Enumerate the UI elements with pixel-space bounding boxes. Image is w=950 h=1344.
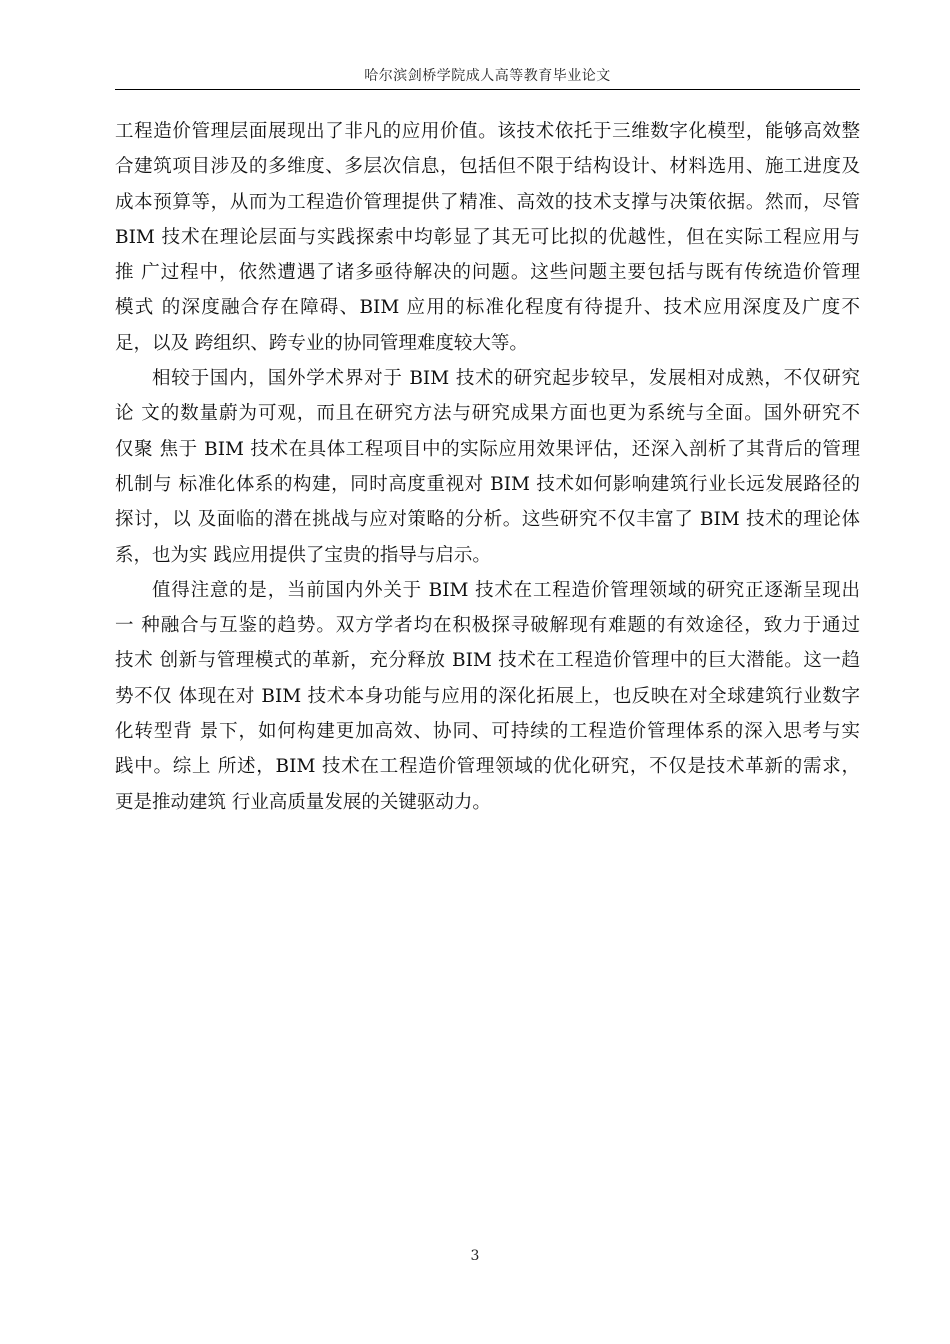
paragraph-1-line: 工程造价管理层面展现出了非凡的应用价值。该技术依托于三维数字化模型，能够高效整 [115, 121, 860, 142]
running-header: 哈尔滨剑桥学院成人高等教育毕业论文 [364, 68, 611, 84]
page-number: 3 [470, 1248, 480, 1264]
paragraph-1-line: 合建筑项目涉及的多维度、多层次信息，包括但不限于结构设计、材料选用、施工进度及 [115, 156, 860, 178]
paragraph-3-line: 化转型背 景下，如何构建更加高效、协同、可持续的工程造价管理体系的深入思考与实 [115, 721, 860, 743]
paragraph-1-line: BIM 技术在理论层面与实践探索中均彰显了其无可比拟的优越性，但在实际工程应用与 [115, 226, 860, 248]
paragraph-1-line: 足，以及 跨组织、跨专业的协同管理难度较大等。 [115, 332, 528, 354]
paragraph-1-line: 模式 的深度融合存在障碍、BIM 应用的标准化程度有待提升、技术应用深度及广度不 [115, 297, 860, 319]
body-text [115, 119, 860, 825]
paragraph-3-line: 势不仅 体现在对 BIM 技术本身功能与应用的深化拓展上，也反映在对全球建筑行业数字 [115, 685, 860, 707]
paragraph-1-line: 成本预算等，从而为工程造价管理提供了精准、高效的技术支撑与决策依据。然而，尽管 [115, 191, 860, 213]
paragraph-2-line: 相较于国内，国外学术界对于 BIM 技术的研究起步较早，发展相对成熟，不仅研究 [152, 368, 860, 390]
header-divider [115, 89, 860, 90]
paragraph-3-line: 值得注意的是，当前国内外关于 BIM 技术在工程造价管理领域的研究正逐渐呈现出 [152, 579, 860, 601]
paragraph-2-line: 探讨，以 及面临的潜在挑战与应对策略的分析。这些研究不仅丰富了 BIM 技术的理论体 [115, 509, 860, 531]
paragraph-2-line: 仅聚 焦于 BIM 技术在具体工程项目中的实际应用效果评估，还深入剖析了其背后的管理 [115, 438, 860, 460]
paragraph-2-line: 机制与 标准化体系的构建，同时高度重视对 BIM 技术如何影响建筑行业长远发展路径的 [115, 473, 860, 495]
paragraph-2-line: 系，也为实 践应用提供了宝贵的指导与启示。 [115, 544, 491, 566]
paragraph-3-line: 技术 创新与管理模式的革新，充分释放 BIM 技术在工程造价管理中的巨大潜能。这一趋 [115, 650, 860, 672]
paragraph-3-line: 更是推动建筑 行业高质量发展的关键驱动力。 [115, 791, 491, 813]
paragraph-1-line: 推 广过程中，依然遭遇了诸多亟待解决的问题。这些问题主要包括与既有传统造价管理 [115, 262, 860, 284]
paragraph-3-line: 一 种融合与互鉴的趋势。双方学者均在积极探寻破解现有难题的有效途径，致力于通过 [115, 615, 860, 637]
paragraph-2-line: 论 文的数量蔚为可观，而且在研究方法与研究成果方面也更为系统与全面。国外研究不 [115, 403, 860, 425]
paragraph-3-line: 践中。综上 所述，BIM 技术在工程造价管理领域的优化研究，不仅是技术革新的需求， [115, 756, 860, 778]
